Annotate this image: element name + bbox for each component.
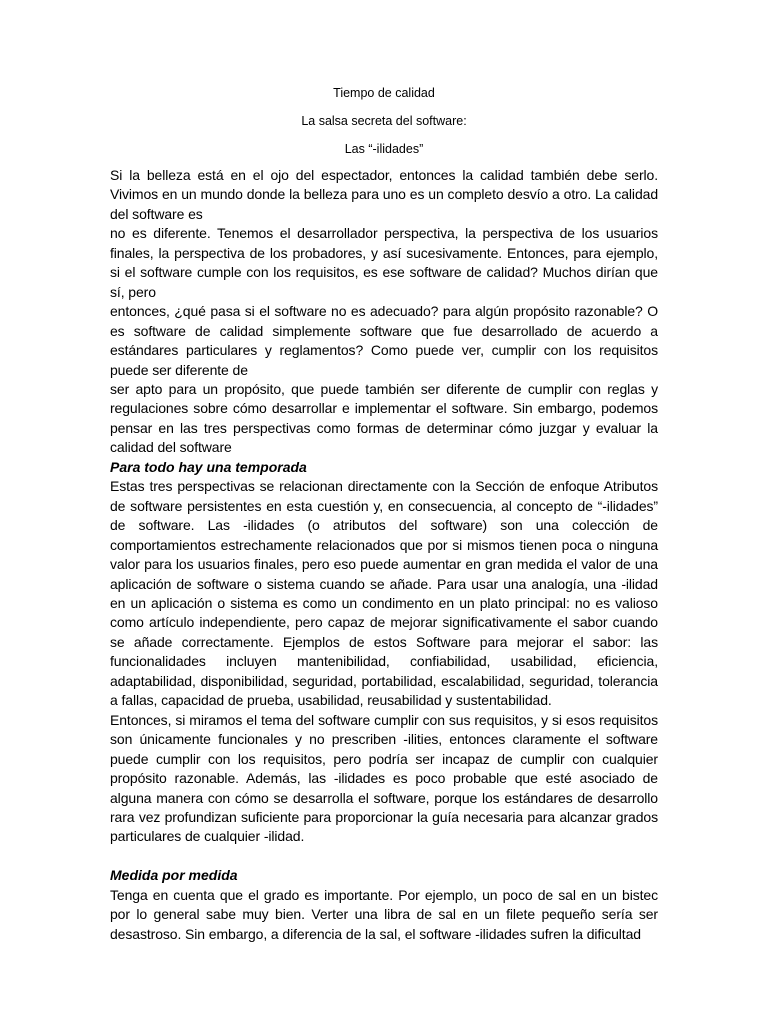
intro-paragraph-3: entonces, ¿qué pasa si el software no es adecuado? para algún propósito razonable? O es software de calidad simplemente software que fue desarrollado de acuerdo a estándares particulares y reglamentos? Como puede ver, cumplir con los requisitos puede ser diferente de (110, 303, 658, 378)
document-subtitle: La salsa secreta del software: (301, 114, 467, 128)
section-heading-2: Medida por medida (110, 867, 238, 884)
section1-paragraph-2: Entonces, si miramos el tema del software cumplir con sus requisitos, y si esos requisitos son únicamente funcionales y no prescriben -ilities, entonces claramente el software puede cumplir con los requisitos, pero podría ser incapaz de cumplir con cualquier propósito razonable. Además, las -ilidades es poco probable que esté asociado de alguna manera con cómo se desarrolla el software, porque los estándares de desarrollo rara vez profundizan suficiente para proporcionar la guía necesaria para alcanzar grados particulares de cualquier -ilidad. (110, 711, 658, 845)
intro-paragraph-2: no es diferente. Tenemos el desarrollador perspectiva, la perspectiva de los usuarios finales, la perspectiva de los probadores, y así sucesivamente. Entonces, para ejemplo, si el software cumple con los requisitos, es ese software de calidad? Muchos dirían que sí, pero (110, 225, 658, 300)
blank-line (110, 847, 658, 866)
section2-paragraph-1: Tenga en cuenta que el grado es importante. Por ejemplo, un poco de sal en un bistec por lo general sabe muy bien. Verter una libra de sal en un filete pequeño sería ser desastroso. Sin embargo, a diferencia de la sal, el software -ilidades sufren la dificultad (110, 886, 658, 942)
section-heading-1: Para todo hay una temporada (110, 458, 307, 475)
section1-paragraph-1: Estas tres perspectivas se relacionan directamente con la Sección de enfoque Atributos de software persistentes en esta cuestión y, en consecuencia, al concepto de “-ilidades” de software. Las -ilidades (o atributos del software) son una colección de comportamientos estrechamente relacionados que por si mismos tienen poca o ninguna valor para los usuarios finales, pero eso puede aumentar en gran medida el valor de una aplicación de software o sistema cuando se añade. Para usar una analogía, una -ilidad en un aplicación o sistema es como un condimento en un plato principal: no es valioso como artículo independiente, pero capaz de mejorar significativamente el sabor cuando se añade correctamente. Ejemplos de estos Software para mejorar el sabor: las funcionalidades incluyen mantenibilidad, confiabilidad, usabilidad, eficiencia, adaptabilidad, disponibilidad, seguridad, portabilidad, escalabilidad, seguridad, tolerancia a fallas, capacidad de prueba, usabilidad, reusabilidad y sustentabilidad. (110, 478, 658, 709)
intro-paragraph-1: Si la belleza está en el ojo del espectador, entonces la calidad también debe serlo. Vivimos en un mundo donde la belleza para uno es un completo desvío a otro. La calidad del software es (110, 167, 658, 222)
intro-paragraph-4: ser apto para un propósito, que puede también ser diferente de cumplir con reglas y regulaciones sobre cómo desarrollar e implementar el software. Sin embargo, podemos pensar en las tres perspectivas como formas de determinar cómo juzgar y evaluar la calidad del software (110, 380, 658, 456)
document-title: Tiempo de calidad (333, 86, 435, 100)
document-subtitle-2: Las “-ilidades” (344, 142, 424, 156)
